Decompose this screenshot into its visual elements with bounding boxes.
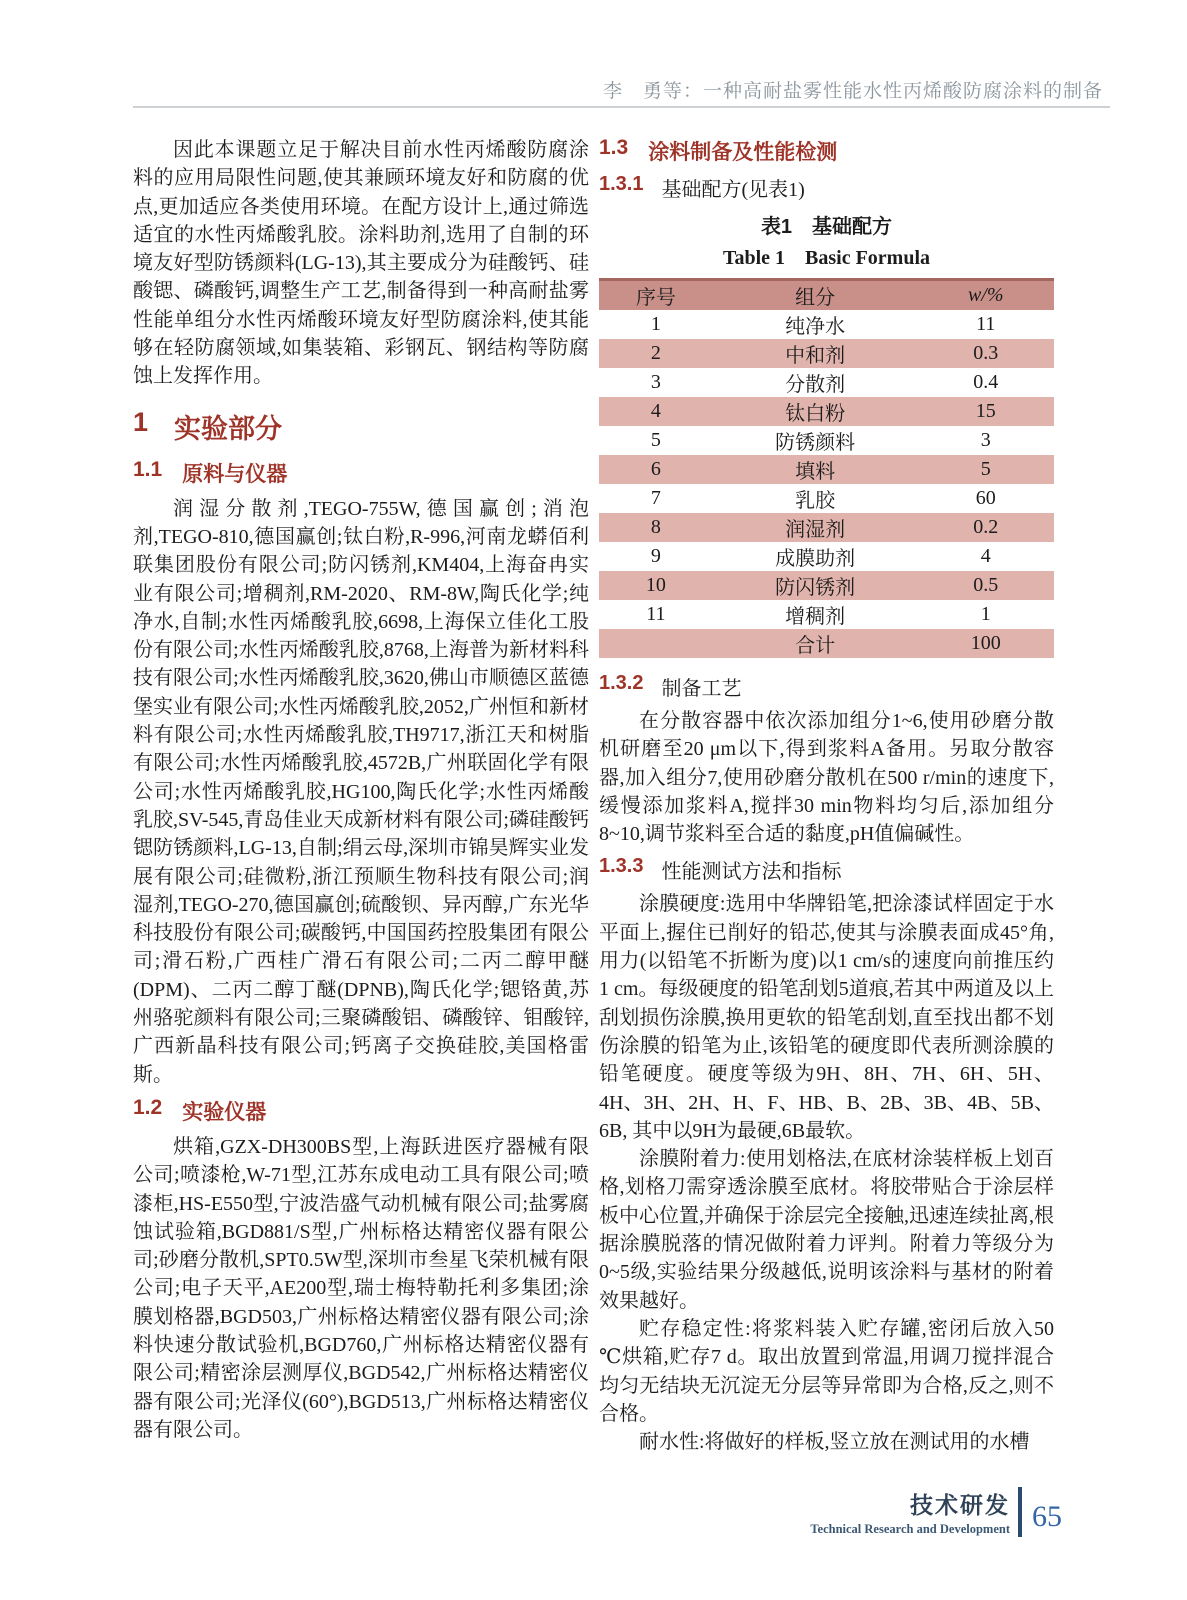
section-1-2-heading	[133, 1096, 589, 1126]
paragraph-adhesion: 涂膜附着力:使用划格法,在底材涂装样板上划百格,划格刀需穿透涂膜至底材。将胶带贴合于涂层样板中心位置,并确保于涂层完全接触,迅速连续扯离,根据涂膜脱落的情况做附着力评判。附着力等级分为0~5级,实验结果分级越低,说明该涂料与基材的附着效果越好。	[599, 1148, 1054, 1312]
section-1-2-body: 烘箱,GZX-DH300BS型,上海跃进医疗器械有限公司;喷漆枪,W-71型,江苏东成电动工具有限公司;喷漆柜,HS-E550型,宁波浩盛气动机械有限公司;盐雾腐蚀试验箱,BGD881/S型,广州标格达精密仪器有限公司;砂磨分散机,SPT0.5W型,深圳市叁星飞荣机械有限公司;电子天平,AE200型,瑞士梅特勒托利多集团;涂膜划格器,BGD503,广州标格达精密仪器有限公司;涂料快速分散试验机,BGD760,广州标格达精密仪器有限公司;精密涂层测厚仪,BGD542,广州标格达精密仪器有限公司;光泽仪(60°),BGD513,广州标格达精密仪器有限公司。	[133, 1135, 589, 1441]
table-row	[599, 339, 1054, 368]
table-header-weight-percent: w/%	[918, 280, 1055, 311]
cell-serial: 6	[599, 455, 713, 484]
cell-serial: 5	[650, 429, 661, 451]
table-row	[599, 397, 1054, 426]
table-row	[599, 310, 1054, 339]
table-row	[599, 571, 1054, 600]
cell-weight: 15	[918, 397, 1055, 426]
table-row	[599, 542, 1054, 571]
table-header-component: 组分	[713, 280, 918, 311]
cell-weight: 0.2	[918, 513, 1055, 542]
section-1-3-2-heading	[599, 672, 1054, 701]
cell-serial: 9	[650, 545, 661, 567]
cell-serial: 2	[599, 339, 713, 368]
footer-divider	[1018, 1487, 1022, 1537]
section-1-3-2-title: 制备工艺	[661, 678, 742, 700]
section-1-1-heading	[133, 458, 589, 488]
cell-serial: 8	[599, 513, 713, 542]
section-1-3-2-number: 1.3.2	[599, 672, 644, 694]
section-1-2-title: 实验仪器	[182, 1100, 267, 1124]
table-total-row	[599, 629, 1054, 658]
paragraph-storage-stability: 贮存稳定性:将浆料装入贮存罐,密闭后放入50 ℃烘箱,贮存7 d。取出放置到常温,用调刀搅拌混合均匀无结块无沉淀无分层等异常即为合格,反之,则不合格。	[599, 1317, 1054, 1425]
section-1-2-number: 1.2	[133, 1095, 163, 1119]
section-1-1-body: 润湿分散剂,TEGO-755W,德国赢创;消泡剂,TEGO-810,德国赢创;钛白粉,R-996,河南龙蟒佰利联集团股份有限公司;防闪锈剂,KM404,上海奋冉实业有限公司;增稠剂,RM-2020、RM-8W,陶氏化学;纯净水,自制;水性丙烯酸乳胶,6698,上海保立佳化工股份有限公司;水性丙烯酸乳胶,8768,上海普为新材料科技有限公司;水性丙烯酸乳胶,3620,佛山市顺德区蓝德堡实业有限公司;水性丙烯酸乳胶,2052,广州恒和新材料有限公司;水性丙烯酸乳胶,TH9717,浙江天和树脂有限公司;水性丙烯酸乳胶,4572B,广州联固化学有限公司;水性丙烯酸乳胶,HG100,陶氏化学;水性丙烯酸乳胶,SV-545,青岛佳业天成新材料有限公司;磷硅酸钙锶防锈颜料,LG-13,自制;绢云母,深圳市锦昊辉实业发展有限公司;硅微粉,浙江预顺生物科技有限公司;润湿剂,TEGO-270,德国赢创;硫酸钡、异丙醇,广东光华科技股份有限公司;碳酸钙,中国国药控股集团有限公司;滑石粉,广西桂广滑石有限公司;二丙二醇甲醚(DPM)、二丙二醇丁醚(DPNB),陶氏化学;锶铬黄,苏州骆驼颜料有限公司;三聚磷酸铝、磷酸锌、钼酸锌,广西新晶科技有限公司;钙离子交换硅胶,美国格雷斯。	[133, 497, 589, 1086]
cell-serial: 11	[646, 603, 666, 625]
footer-section-label-en: Technical Research and Development	[810, 1522, 1010, 1536]
cell-component: 钛白粉	[713, 397, 918, 426]
cell-serial: 4	[599, 397, 713, 426]
right-column	[599, 136, 1054, 1456]
cell-weight: 1	[980, 603, 991, 625]
section-1-1-number: 1.1	[133, 457, 163, 481]
cell-weight: 3	[980, 429, 991, 451]
cell-component: 分散剂	[785, 374, 846, 396]
cell-weight: 0.3	[918, 339, 1055, 368]
footer-labels	[810, 1487, 1010, 1537]
cell-component: 乳胶	[795, 490, 836, 512]
table-row	[599, 600, 1054, 629]
cell-weight: 5	[918, 455, 1055, 484]
cell-component: 成膜助剂	[775, 548, 856, 570]
table-row	[599, 484, 1054, 513]
section-1-3-3-heading	[599, 855, 1054, 884]
cell-serial: 3	[650, 371, 661, 393]
section-1-1-title: 原料与仪器	[182, 462, 288, 486]
header-rule	[133, 106, 1110, 108]
section-1-title: 实验部分	[174, 413, 283, 444]
cell-serial: 1	[650, 313, 661, 335]
table-row	[599, 513, 1054, 542]
section-1-3-title: 涂料制备及性能检测	[648, 141, 838, 164]
paragraph-water-resistance: 耐水性:将做好的样板,竖立放在测试用的水槽	[639, 1431, 1030, 1454]
section-1-3-1-heading	[599, 173, 1054, 202]
table-1-caption-en: Table 1 Basic Formula	[722, 247, 931, 269]
section-1-3-3-title: 性能测试方法和指标	[661, 861, 842, 884]
cell-component: 防闪锈剂	[713, 571, 918, 600]
cell-weight: 0.5	[918, 571, 1055, 600]
section-1-heading	[133, 407, 589, 446]
cell-serial	[599, 629, 713, 658]
cell-weight: 4	[980, 545, 991, 567]
intro-paragraph: 因此本课题立足于解决目前水性丙烯酸防腐涂料的应用局限性问题,使其兼顾环境友好和防腐的优点,更加适应各类使用环境。在配方设计上,通过筛选适宜的水性丙烯酸乳胶。涂料助剂,选用了自制的环境友好型防锈颜料(LG-13),其主要成分为硅酸钙、硅酸锶、磷酸钙,调整生产工艺,制备得到一种高耐盐雾性能单组分水性丙烯酸环境友好型防腐涂料,使其能够在轻防腐领域,如集装箱、彩钢瓦、钢结构等防腐蚀上发挥作用。	[133, 139, 589, 388]
cell-weight: 60	[975, 487, 996, 509]
section-1-3-2-body: 在分散容器中依次添加组分1~6,使用砂磨分散机研磨至20 μm以下,得到浆料A备用。另取分散容器,加入组分7,使用砂磨分散机在500 r/min的速度下,缓慢添加浆料A,搅拌30 min物料均匀后,添加组分8~10,调节浆料至合适的黏度,pH值偏碱性。	[599, 710, 1054, 846]
cell-component: 纯净水	[785, 316, 846, 338]
section-1-3-1-title: 基础配方(见表1)	[661, 179, 805, 201]
section-1-number: 1	[133, 406, 149, 437]
section-1-3-heading	[599, 136, 1054, 166]
cell-component: 增稠剂	[785, 606, 846, 628]
table-row	[599, 455, 1054, 484]
cell-component: 合计	[713, 629, 918, 658]
cell-weight: 0.4	[973, 371, 999, 393]
cell-weight: 11	[976, 313, 996, 335]
cell-serial: 7	[650, 487, 661, 509]
running-head: 李 勇等：一种高耐盐雾性能水性丙烯酸防腐涂料的制备	[602, 81, 1103, 102]
cell-weight: 100	[918, 629, 1055, 658]
footer-section-label-zh: 技术研发	[910, 1492, 1010, 1518]
table-row	[599, 426, 1054, 455]
cell-component: 润湿剂	[713, 513, 918, 542]
table-header-serial: 序号	[599, 280, 713, 311]
cell-serial: 10	[599, 571, 713, 600]
section-1-3-number: 1.3	[599, 136, 629, 159]
formula-table	[599, 278, 1054, 658]
cell-component: 防锈颜料	[775, 432, 856, 454]
paragraph-hardness: 涂膜硬度:选用中华牌铅笔,把涂漆试样固定于水平面上,握住已削好的铅芯,使其与涂膜表面成45°角,用力(以铅笔不折断为度)以1 cm/s的速度向前推压约1 cm。每级硬度的铅笔刮划5道痕,若其中两道及以上刮划损伤涂膜,换用更软的铅笔刮划,直至找出都不划伤涂膜的铅笔为止,该铅笔的硬度即代表所测涂膜的铅笔硬度。硬度等级为9H、8H、7H、6H、5H、4H、3H、2H、H、F、HB、B、2B、3B、4B、5B、6B, 其中以9H为最硬,6B最软。	[599, 893, 1054, 1142]
table-1-caption-zh: 表1 基础配方	[760, 216, 893, 238]
left-column	[133, 136, 589, 1444]
cell-component: 填料	[713, 455, 918, 484]
cell-component: 中和剂	[713, 339, 918, 368]
page-number: 65	[1032, 1500, 1062, 1533]
table-header-row	[599, 280, 1054, 311]
table-row	[599, 368, 1054, 397]
section-1-3-1-number: 1.3.1	[599, 173, 644, 195]
section-1-3-3-number: 1.3.3	[599, 855, 644, 878]
page-footer	[810, 1487, 1062, 1537]
